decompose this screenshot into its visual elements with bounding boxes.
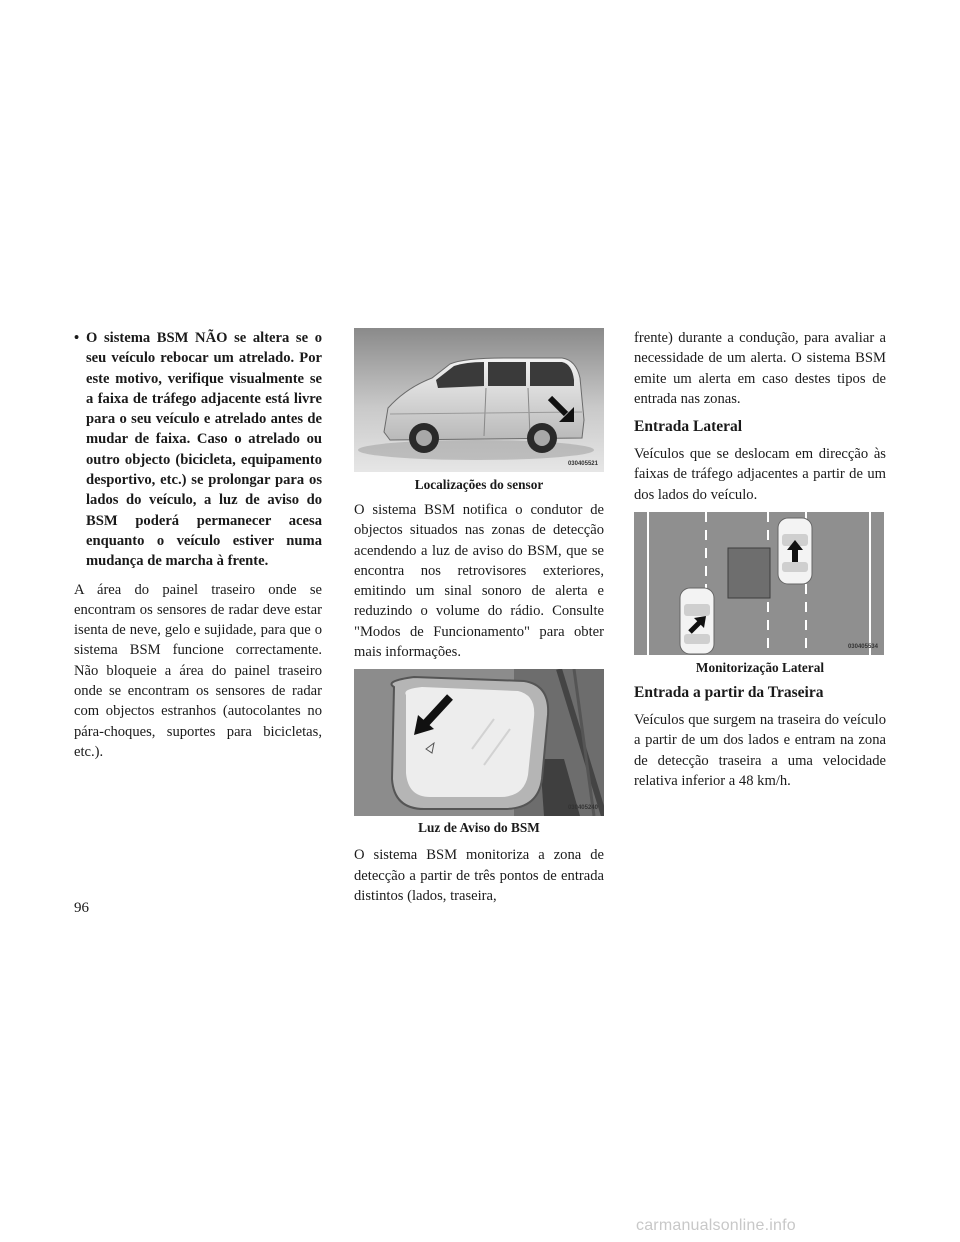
figure-caption: Luz de Aviso do BSM [418,820,540,836]
page-number: 96 [74,900,89,916]
paragraph-rear-entry: Veículos que surgem na traseira do veículo a partir de um dos lados e entram na zona de detecção traseira a uma velocidade relativa inferior a 48 km/h. [634,712,886,789]
column-1 [74,328,322,762]
column-3 [634,328,886,791]
minivan-illustration [354,328,604,472]
figure-id: 030405534 [847,644,878,651]
car-left [680,588,714,654]
figure-side-monitoring [634,512,884,655]
heading-side-entry: Entrada Lateral [634,418,743,436]
bullet-dot: • [74,330,80,346]
figure-id: 030405240 [567,805,598,812]
bullet-item [74,328,322,572]
heading-rear-entry: Entrada a partir da Traseira [634,684,824,702]
lanes-illustration [634,512,884,655]
mirror-illustration [354,669,604,816]
figure-bsm-warning-light [354,669,604,816]
paragraph-bsm-monitor: O sistema BSM monitoriza a zona de detecção a partir de três pontos de entrada distintos (lados, traseira, [354,847,604,904]
paragraph-side-entry: Veículos que se deslocam em direcção às faixas de tráfego adjacentes a partir de um dos lados do veículo. [634,446,886,503]
paragraph-radar-sensors: A área do painel traseiro onde se encontram os sensores de radar deve estar isenta de neve, gelo e sujidade, para que o sistema BSM funcione correctamente. Não bloqueie a área do painel traseiro onde se encontram os sensores de radar com objectos estranhos (autocolantes no pára-choques, suportes para bicicletas, etc.). [74,581,322,760]
column-2 [354,328,604,906]
car-right [778,518,812,584]
paragraph-entry-points: frente) durante a condução, para avaliar a necessidade de um alerta. O sistema BSM emite um alerta em caso destes tipos de entrada nas zonas. [634,330,886,407]
figure-caption: Localizações do sensor [414,477,544,492]
bullet-text: O sistema BSM NÃO se altera se o seu veículo rebocar um atrelado. Por este motivo, verifique visualmente se a faixa de tráfego adjacente está livre para o seu veículo e atrelado antes de mudar de faixa. Caso o atrelado ou outro objecto (bicicleta, equipamento desportivo, etc.) se prolongar para os lados do veículo, a luz de aviso do BSM poderá permanecer acesa enquanto o veículo estiver numa mudança de marcha à frente. [86,330,322,570]
figure-sensor-locations [354,328,604,472]
figure-caption: Monitorização Lateral [695,660,825,676]
figure-id: 030405521 [567,461,598,467]
paragraph-bsm-notify: O sistema BSM notifica o condutor de objectos situados nas zonas de detecção acendendo a luz de aviso do BSM, que se encontra nos retrovisores exteriores, emitindo um sinal sonoro de alerta e reduzindo o volume do rádio. Consulte "Modos de Funcionamento" para obter mais informações. [354,502,604,661]
watermark: carmanualsonline.info [636,1217,796,1234]
